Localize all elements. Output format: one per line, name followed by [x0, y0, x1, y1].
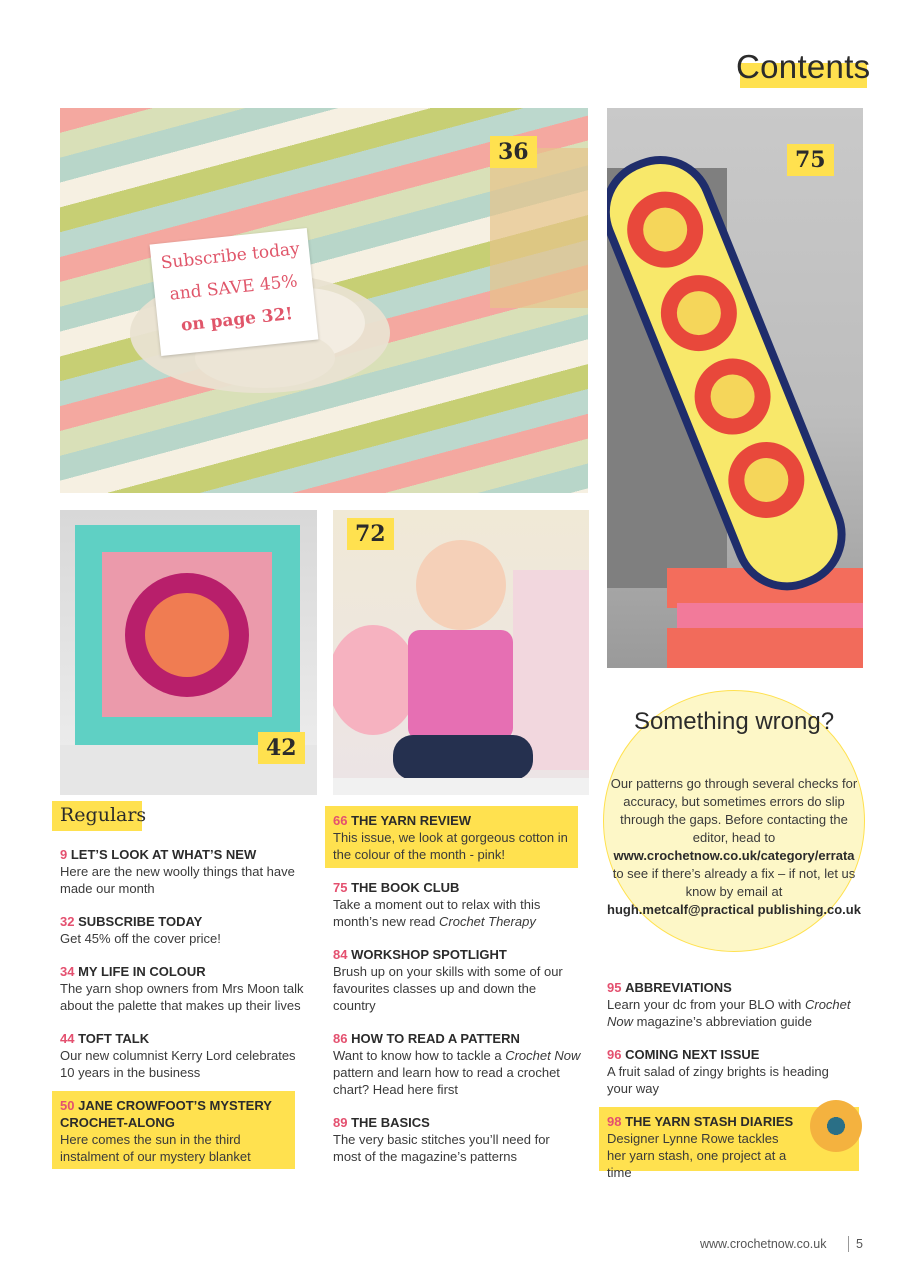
toc-title: THE YARN REVIEW — [351, 813, 472, 828]
toc-item-highlighted[interactable] — [52, 1091, 295, 1169]
toc-page-number: 66 — [333, 813, 348, 828]
page-badge-cushion[interactable]: 42 — [258, 732, 305, 764]
toc-title: LET’S LOOK AT WHAT’S NEW — [70, 847, 257, 862]
baby-icon — [333, 510, 589, 795]
toc-page-number: 50 — [60, 1098, 75, 1113]
toc-title: HOW TO READ A PATTERN — [351, 1031, 520, 1046]
page-title: Contents — [736, 48, 871, 85]
blanket-photo — [60, 108, 588, 493]
toc-item[interactable] — [333, 1030, 589, 1098]
toc-item[interactable] — [607, 979, 863, 1030]
toc-description: Brush up on your skills with some of our favourites classes up and down the country — [333, 964, 563, 1013]
toc-title: JANE CROWFOOT’S MYSTERY CROCHET-ALONG — [60, 1098, 272, 1130]
errata-followup: to see if there’s already a fix – if not, let us know by email at — [612, 866, 856, 899]
toc-page-number: 34 — [60, 964, 75, 979]
yoga-bag-photo — [607, 108, 863, 668]
footer-url[interactable]: www.crochetnow.co.uk — [700, 1237, 827, 1251]
toc-item-highlighted[interactable] — [325, 806, 578, 868]
toc-item[interactable] — [60, 963, 316, 1014]
toc-description: The yarn shop owners from Mrs Moon talk about the palette that makes up their lives — [60, 981, 304, 1013]
toc-page-number: 86 — [333, 1031, 348, 1046]
toc-page-number: 75 — [333, 880, 348, 895]
toc-description: A fruit salad of zingy brights is heading your way — [607, 1064, 829, 1096]
toc-title: SUBSCRIBE TODAY — [78, 914, 203, 929]
toc-item[interactable] — [60, 913, 310, 947]
toc-page-number: 96 — [607, 1047, 622, 1062]
toc-title: THE BASICS — [351, 1115, 430, 1130]
toc-description: Get 45% off the cover price! — [60, 931, 221, 946]
toc-description: Learn your dc from your BLO with Crochet Now magazine’s abbreviation guide — [607, 997, 851, 1029]
toc-title: WORKSHOP SPOTLIGHT — [351, 947, 507, 962]
editor-email[interactable]: hugh.metcalf@practical publishing.co.uk — [607, 902, 861, 917]
toc-title: ABBREVIATIONS — [625, 980, 732, 995]
page-badge-yoga-bag[interactable]: 75 — [787, 144, 834, 176]
cushion-photo — [60, 510, 317, 795]
toc-item[interactable] — [60, 846, 310, 897]
toc-item[interactable] — [60, 1030, 310, 1081]
toc-page-number: 89 — [333, 1115, 348, 1130]
toc-page-number: 44 — [60, 1031, 75, 1046]
toc-description: Take a moment out to relax with this month’s new read Crochet Therapy — [333, 897, 541, 929]
toc-page-number: 9 — [60, 847, 68, 862]
toc-description: Designer Lynne Rowe tackles her yarn stash, one project at a time — [607, 1131, 787, 1180]
toc-title: COMING NEXT ISSUE — [625, 1047, 760, 1062]
page-number: 5 — [856, 1237, 863, 1251]
errata-text — [603, 775, 865, 919]
subscribe-promo-card[interactable] — [150, 228, 319, 356]
toc-page-number: 32 — [60, 914, 75, 929]
toc-page-number: 98 — [607, 1114, 622, 1129]
toc-title: MY LIFE IN COLOUR — [78, 964, 206, 979]
toc-description: Here comes the sun in the third instalment of our mystery blanket — [60, 1132, 251, 1164]
toc-description: This issue, we look at gorgeous cotton in the colour of the month - pink! — [333, 830, 568, 862]
toc-title: TOFT TALK — [78, 1031, 150, 1046]
toc-item[interactable] — [607, 1046, 852, 1097]
regulars-heading: Regulars — [60, 804, 147, 826]
toc-item[interactable] — [333, 1114, 578, 1165]
promo-line-3: on page 32! — [180, 304, 294, 336]
toc-description: Our new columnist Kerry Lord celebrates 10 years in the business — [60, 1048, 296, 1080]
errata-intro: Our patterns go through several checks for accuracy, but sometimes errors do slip through the gaps. Before contacting the editor, head to — [610, 776, 858, 845]
promo-line-2: and SAVE 45% — [168, 271, 299, 305]
toc-page-number: 95 — [607, 980, 622, 995]
promo-line-1: Subscribe today — [159, 238, 301, 274]
crochet-flower-icon — [810, 1100, 862, 1152]
toc-item[interactable] — [333, 946, 578, 1014]
errata-title: Something wrong? — [633, 708, 835, 735]
yoga-bag-icon — [607, 108, 863, 668]
toc-title: THE BOOK CLUB — [351, 880, 460, 895]
toc-description: Here are the new woolly things that have made our month — [60, 864, 295, 896]
page-badge-baby[interactable]: 72 — [347, 518, 394, 550]
baby-photo — [333, 510, 589, 795]
footer-divider — [848, 1236, 849, 1252]
page-badge-blanket[interactable]: 36 — [490, 136, 537, 168]
toc-description: The very basic stitches you’ll need for most of the magazine’s patterns — [333, 1132, 550, 1164]
toc-description: Want to know how to tackle a Crochet Now pattern and learn how to read a crochet chart? Head here first — [333, 1048, 581, 1097]
toc-item[interactable] — [333, 879, 578, 930]
toc-title: THE YARN STASH DIARIES — [625, 1114, 794, 1129]
errata-link[interactable]: www.crochetnow.co.uk/category/errata — [613, 848, 855, 863]
toc-page-number: 84 — [333, 947, 348, 962]
